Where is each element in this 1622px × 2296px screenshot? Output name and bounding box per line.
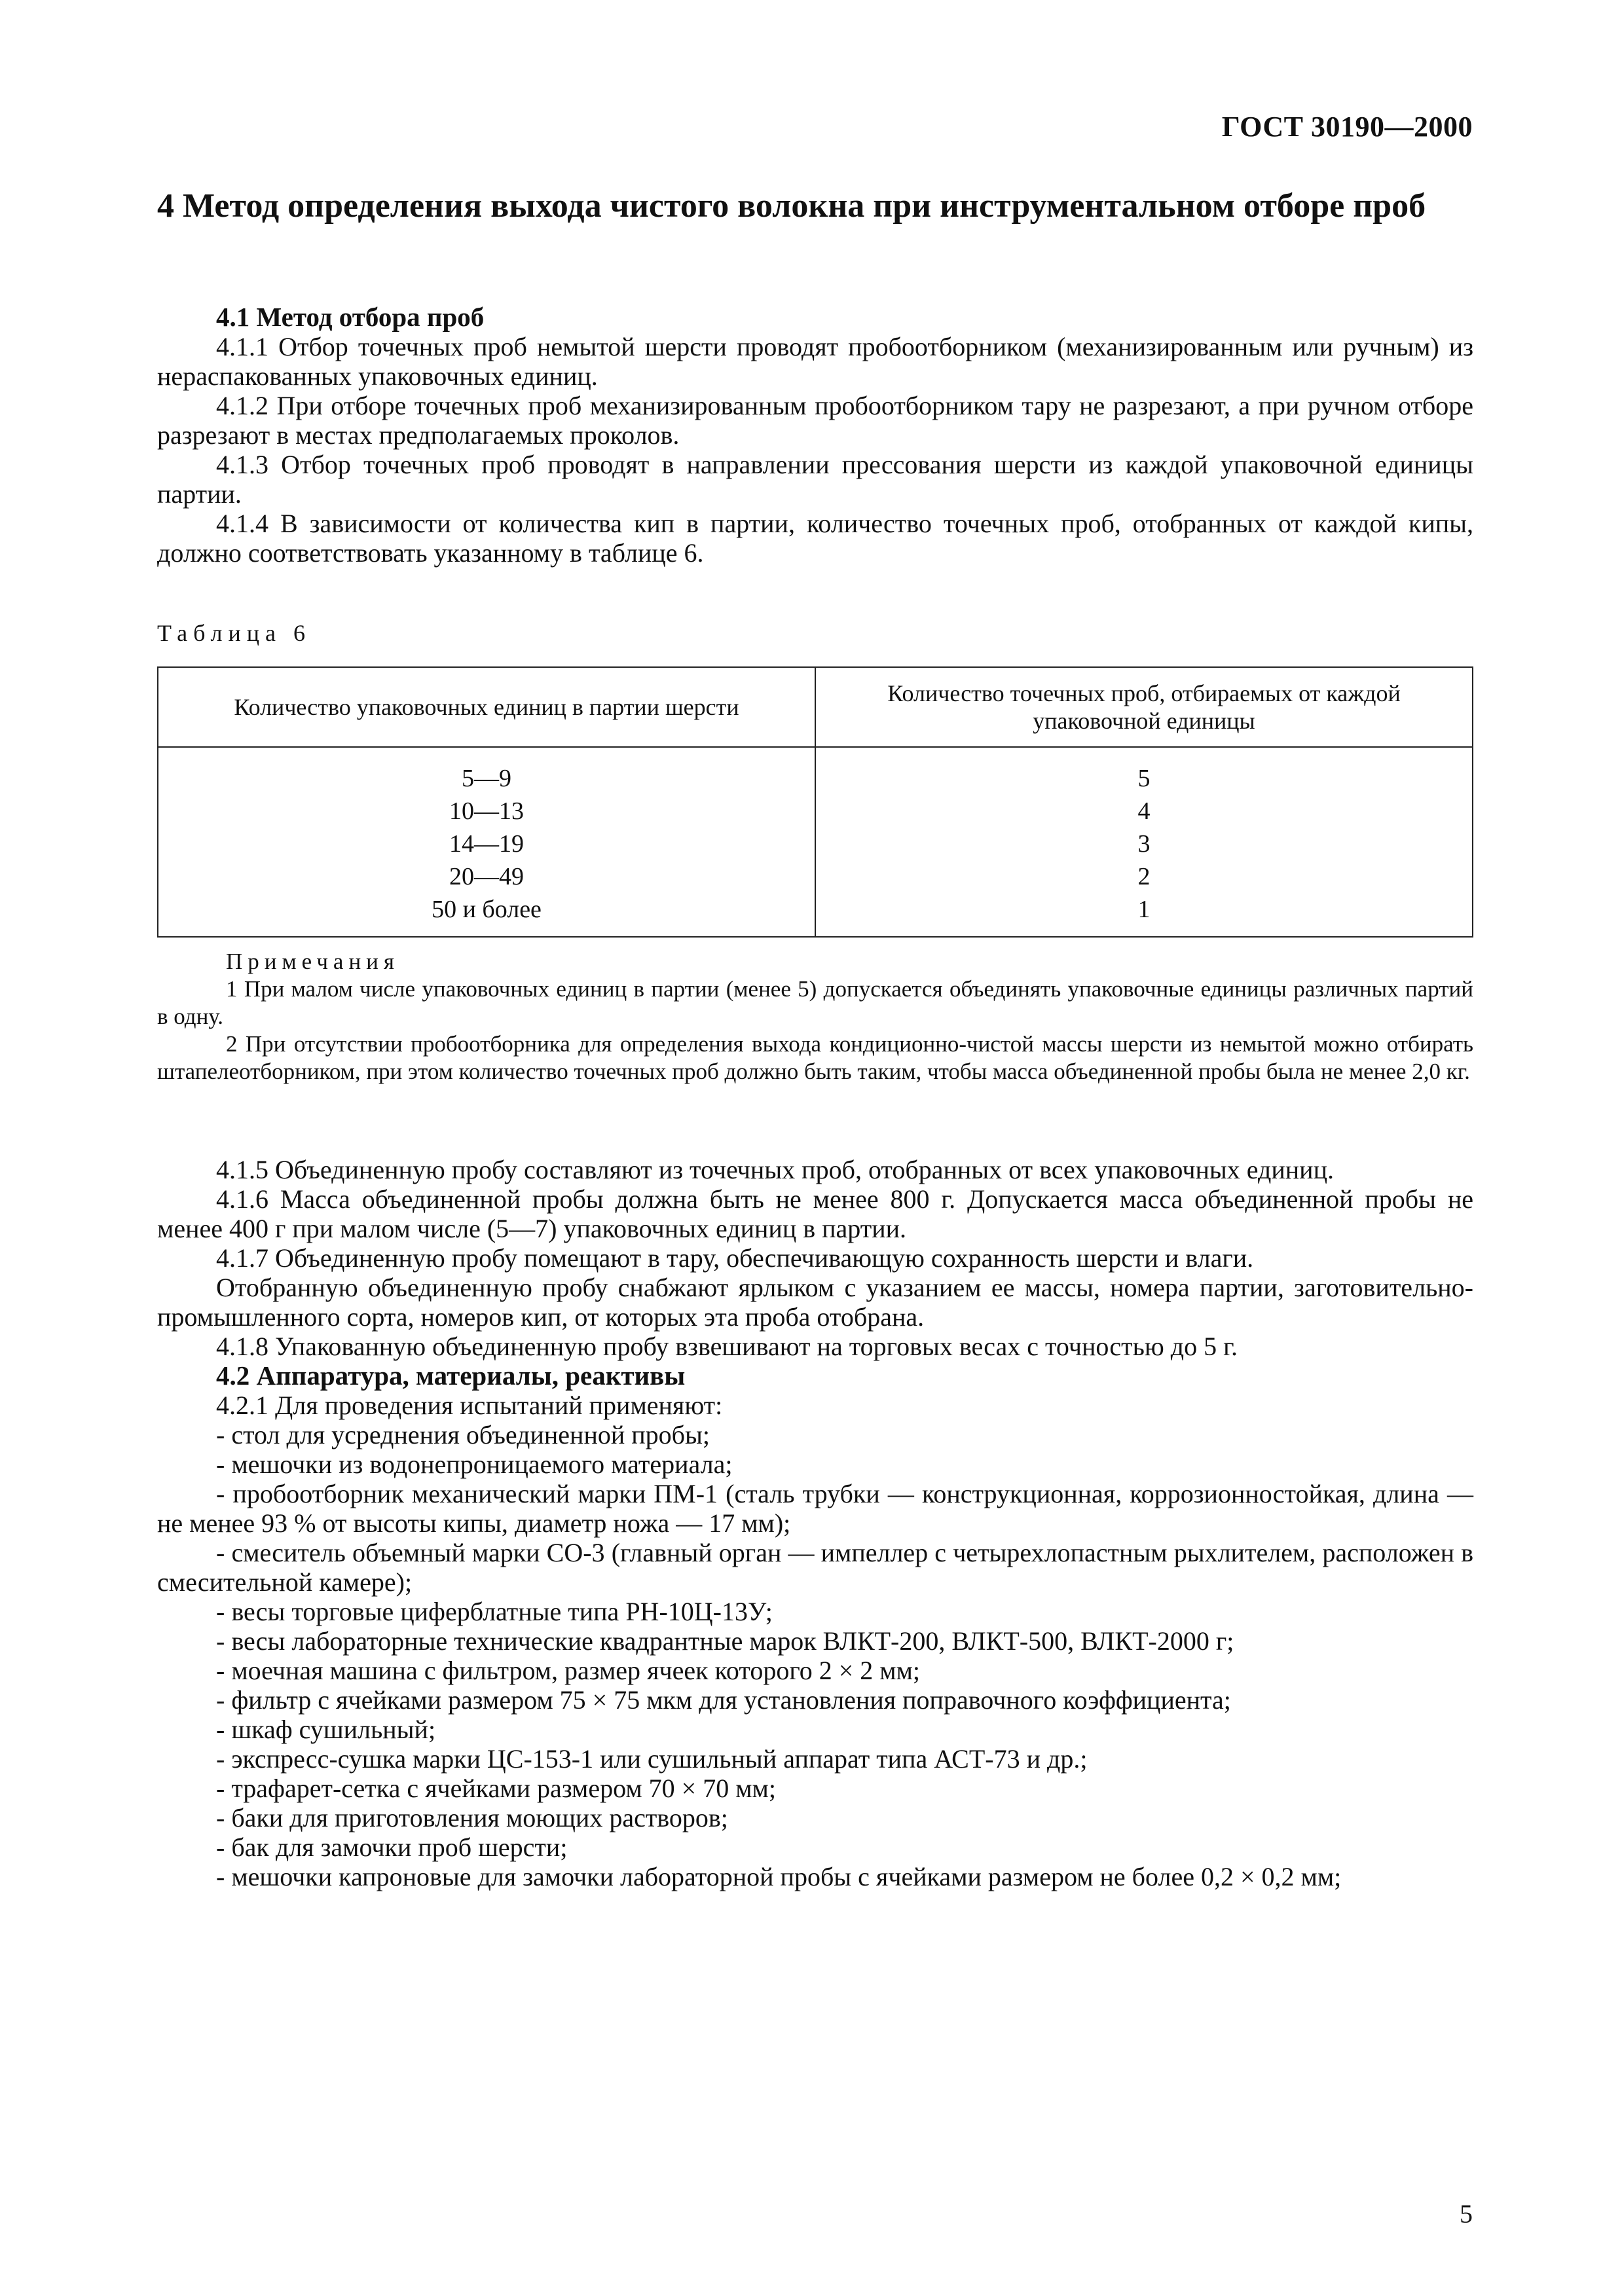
equipment-item: - весы лабораторные технические квадрантные марок ВЛКТ-200, ВЛКТ-500, ВЛКТ-2000 г; — [216, 1626, 1234, 1656]
note-1: 1 При малом числе упаковочных единиц в партии (менее 5) допускается объединять упаковочные единицы различных партий в одну. — [157, 976, 1473, 1029]
table-cell-samples: 1 — [815, 893, 1473, 937]
table-row — [158, 795, 1473, 828]
table-row — [158, 860, 1473, 893]
table-header-samples: Количество точечных проб, отбираемых от каждой упаковочной единицы — [815, 667, 1473, 747]
table-cell-units: 14—19 — [158, 828, 815, 860]
equipment-item: - фильтр с ячейками размером 75 × 75 мкм для установления поправочного коэффициента; — [216, 1685, 1231, 1715]
subsection-heading: 4.1 Метод отбора проб — [216, 302, 485, 332]
table-cell-units: 10—13 — [158, 795, 815, 828]
table-cell-units: 50 и более — [158, 893, 815, 937]
page-number: 5 — [1460, 2199, 1473, 2229]
table-cell-units: 20—49 — [158, 860, 815, 893]
equipment-item: - стол для усреднения объединенной пробы; — [216, 1420, 710, 1449]
paragraph-4-1-5: 4.1.5 Объединенную пробу составляют из точечных проб, отобранных от всех упаковочных единиц. — [216, 1155, 1334, 1184]
paragraph-4-1-8: 4.1.8 Упакованную объединенную пробу взвешивают на торговых весах с точностью до 5 г. — [216, 1332, 1238, 1361]
table-cell-samples: 3 — [815, 828, 1473, 860]
table-cell-units: 5—9 — [158, 747, 815, 795]
paragraph-4-1-1: 4.1.1 Отбор точечных проб немытой шерсти проводят пробоотборником (механизированным или ручным) из нераспакованных упаковочных единиц. — [157, 332, 1473, 391]
equipment-item: - весы торговые циферблатные типа РН-10Ц-13У; — [216, 1597, 773, 1626]
paragraph-4-2-1: 4.2.1 Для проведения испытаний применяют: — [216, 1391, 723, 1420]
table-cell-samples: 2 — [815, 860, 1473, 893]
equipment-item: - трафарет-сетка с ячейками размером 70 × 70 мм; — [216, 1774, 776, 1803]
subsection-heading: 4.2 Аппаратура, материалы, реактивы — [216, 1360, 686, 1391]
equipment-item: - бак для замочки проб шерсти; — [216, 1832, 568, 1862]
paragraph-4-1-2: 4.1.2 При отборе точечных проб механизированным пробоотборником тару не разрезают, а при ручном отборе разрезают в местах предполагаемых проколов. — [157, 391, 1473, 450]
table-row — [158, 828, 1473, 860]
table-notes — [157, 948, 1473, 1085]
equipment-item: - баки для приготовления моющих растворов; — [216, 1803, 728, 1832]
section-4-1-continued — [157, 1155, 1473, 1891]
table-row — [158, 747, 1473, 795]
table-header-units: Количество упаковочных единиц в партии шерсти — [158, 667, 815, 747]
table-cell-samples: 5 — [815, 747, 1473, 795]
paragraph-4-1-7-label: Отобранную объединенную пробу снабжают ярлыком с указанием ее массы, номера партии, заготовительно-промышленного сорта, номеров кип, от которых эта проба отобрана. — [157, 1273, 1473, 1332]
note-2: 2 При отсутствии пробоотборника для определения выхода кондиционно-чистой массы шерсти из немытой можно отбирать штапелеотборником, при этом количество точечных проб должно быть таким, чтобы масса объединенной пробы была не менее 2,0 кг. — [157, 1031, 1473, 1084]
equipment-item: - моечная машина с фильтром, размер ячеек которого 2 × 2 мм; — [216, 1656, 921, 1685]
equipment-item: - мешочки капроновые для замочки лабораторной пробы с ячейками размером не более 0,2 × 0,2 мм; — [216, 1862, 1342, 1891]
notes-label: Примечания — [226, 949, 400, 974]
paragraph-4-1-4: 4.1.4 В зависимости от количества кип в партии, количество точечных проб, отобранных от каждой кипы, должно соответствовать указанному в таблице 6. — [157, 509, 1473, 568]
paragraph-4-1-6: 4.1.6 Масса объединенной пробы должна быть не менее 800 г. Допускается масса объединенной пробы не менее 400 г при малом числе (5—7) упаковочных единиц в партии. — [157, 1184, 1473, 1243]
table-row — [158, 893, 1473, 937]
section-4-1 — [157, 302, 1473, 568]
equipment-item: - мешочки из водонепроницаемого материала; — [216, 1449, 733, 1479]
equipment-item: - смеситель объемный марки СО-3 (главный орган — импеллер с четырехлопастным рыхлителем, расположен в смесительной камере); — [157, 1538, 1473, 1597]
table-6 — [157, 666, 1473, 938]
table-cell-samples: 4 — [815, 795, 1473, 828]
paragraph-4-1-3: 4.1.3 Отбор точечных проб проводят в направлении прессования шерсти из каждой упаковочной единицы партии. — [157, 450, 1473, 509]
paragraph-4-1-7: 4.1.7 Объединенную пробу помещают в тару, обеспечивающую сохранность шерсти и влаги. — [216, 1243, 1254, 1273]
table-caption: Таблица 6 — [157, 620, 311, 646]
equipment-item: - шкаф сушильный; — [216, 1715, 436, 1744]
equipment-item: - экспресс-сушка марки ЦС-153-1 или сушильный аппарат типа АСТ-73 и др.; — [216, 1744, 1088, 1774]
section-title: 4 Метод определения выхода чистого волокна при инструментальном отборе проб — [157, 187, 1426, 225]
equipment-item: - пробоотборник механический марки ПМ-1 (сталь трубки — конструкционная, коррозионностойкая, длина — не менее 93 % от высоты кипы, диаметр ножа — 17 мм); — [157, 1479, 1473, 1538]
standard-code: ГОСТ 30190—2000 — [1221, 111, 1473, 143]
